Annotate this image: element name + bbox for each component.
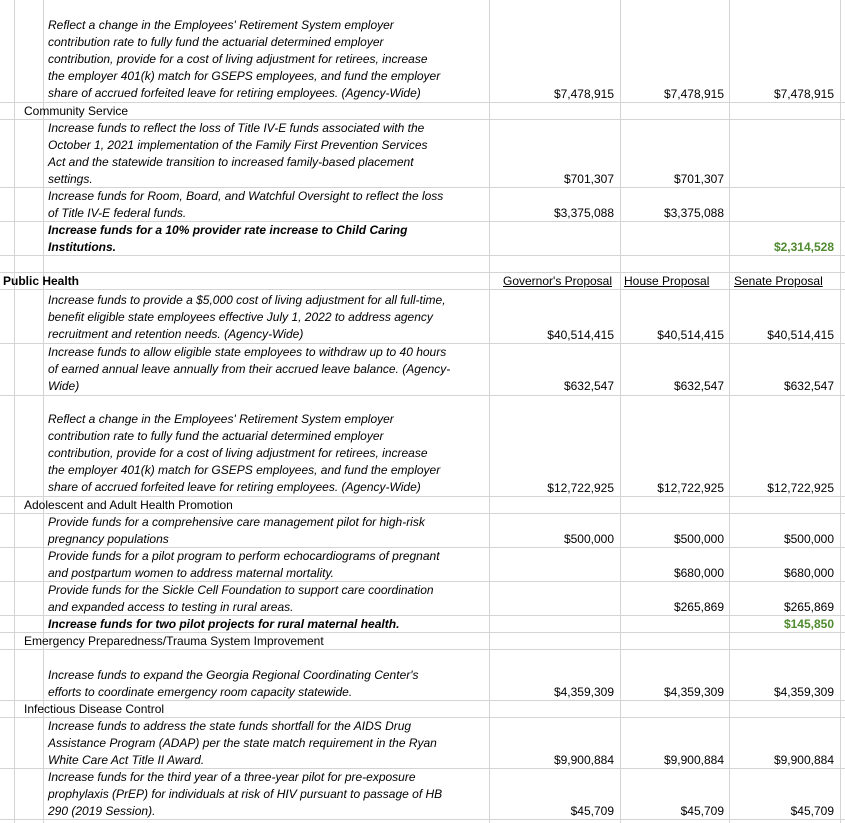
row-separator	[0, 289, 845, 290]
line-item-description: Provide funds for the Sickle Cell Foundation to support care coordination and expanded access to testing in rural areas.	[48, 583, 434, 614]
house-amount: $701,307	[673, 172, 724, 186]
senate-amount: $7,478,915	[773, 87, 834, 101]
house-amount: $9,900,884	[663, 753, 724, 767]
senate-amount: $265,869	[783, 600, 834, 614]
governor-amount: $632,547	[563, 379, 614, 393]
governor-amount: $701,307	[563, 172, 614, 186]
header-house-proposal: House Proposal	[624, 274, 710, 288]
category-infectious-disease: Infectious Disease Control	[24, 702, 165, 716]
governor-amount: $9,900,884	[553, 753, 614, 767]
senate-amount: $12,722,925	[767, 481, 834, 495]
row-separator	[0, 272, 845, 273]
category-adolescent-health: Adolescent and Adult Health Promotion	[24, 498, 233, 512]
senate-amount: $40,514,415	[767, 328, 834, 342]
line-item-description: Increase funds to expand the Georgia Regional Coordinating Center's efforts to coordinate emergency room capacity statewide.	[48, 668, 419, 699]
governor-amount: $4,359,309	[553, 685, 614, 699]
governor-amount: $500,000	[563, 532, 614, 546]
house-amount: $680,000	[673, 566, 724, 580]
line-item-description: Increase funds to allow eligible state employees to withdraw up to 40 hours of earned annual leave annually from their accrued leave balance. (Agency- Wide)	[48, 345, 451, 393]
line-item-description: Reflect a change in the Employees' Retirement System employer contribution rate to fully fund the actuarial determined employer contribution, provide for a cost of living adjustment for retirees, increase the employer 401(k) match for GSEPS employees, and fund the employer share of accrued forfeited leave for retiring employees. (Agency-Wide)	[48, 412, 441, 494]
senate-amount: $9,900,884	[773, 753, 834, 767]
line-item-description: Increase funds for Room, Board, and Watchful Oversight to reflect the loss of Title IV-E federal funds.	[48, 189, 444, 220]
house-amount: $45,709	[680, 804, 724, 818]
governor-amount: $3,375,088	[553, 206, 614, 220]
line-item-description: Increase funds for two pilot projects for rural maternal health.	[48, 617, 400, 631]
header-senate-proposal: Senate Proposal	[734, 274, 823, 288]
senate-amount: $2,314,528	[773, 240, 834, 254]
senate-amount: $632,547	[783, 379, 834, 393]
house-amount: $4,359,309	[663, 685, 724, 699]
line-item-description: Increase funds to provide a $5,000 cost of living adjustment for all full-time, benefit eligible state employees effective July 1, 2022 to address agency recruitment and retention needs. (Agency-Wide)	[48, 293, 446, 341]
line-item-description: Increase funds for the third year of a three-year pilot for pre-exposure prophylaxis (PrEP) for individuals at risk of HIV pursuant to passage of HB 290 (2019 Session).	[48, 770, 443, 818]
house-amount: $40,514,415	[657, 328, 724, 342]
category-community-service: Community Service	[24, 104, 129, 118]
line-item-description: Provide funds for a pilot program to perform echocardiograms of pregnant and postpartum women to address maternal mortality.	[48, 549, 440, 580]
senate-amount: $145,850	[783, 617, 834, 631]
house-amount: $12,722,925	[657, 481, 724, 495]
senate-amount: $45,709	[790, 804, 834, 818]
line-item-description: Increase funds to address the state funds shortfall for the AIDS Drug Assistance Program (ADAP) per the state match requirement in the Ryan White Care Act Title II Award.	[48, 719, 437, 767]
house-amount: $265,869	[673, 600, 724, 614]
category-emergency-preparedness: Emergency Preparedness/Trauma System Improvement	[24, 634, 324, 648]
line-item-description: Increase funds for a 10% provider rate increase to Child Caring Institutions.	[48, 223, 408, 254]
row-separator	[0, 395, 845, 396]
row-separator	[0, 649, 845, 650]
header-governor-proposal: Governor's Proposal	[503, 274, 613, 288]
house-amount: $7,478,915	[663, 87, 724, 101]
senate-amount: $680,000	[783, 566, 834, 580]
line-item-description: Increase funds to reflect the loss of Title IV-E funds associated with the October 1, 2021 implementation of the Family First Prevention Services Act and the statewide transition to increased family-based placement settings.	[48, 121, 428, 186]
governor-amount: $45,709	[570, 804, 614, 818]
house-amount: $500,000	[673, 532, 724, 546]
governor-amount: $7,478,915	[553, 87, 614, 101]
line-item-description: Provide funds for a comprehensive care management pilot for high-risk pregnancy populations	[48, 515, 425, 546]
section-title: Public Health	[3, 274, 80, 288]
line-item-description: Reflect a change in the Employees' Retirement System employer contribution rate to fully fund the actuarial determined employer contribution, provide for a cost of living adjustment for retirees, increase the employer 401(k) match for GSEPS employees, and fund the employer share of accrued forfeited leave for retiring employees. (Agency-Wide)	[48, 18, 441, 100]
governor-amount: $40,514,415	[547, 328, 614, 342]
governor-amount: $12,722,925	[547, 481, 614, 495]
senate-amount: $4,359,309	[773, 685, 834, 699]
house-amount: $3,375,088	[663, 206, 724, 220]
house-amount: $632,547	[673, 379, 724, 393]
senate-amount: $500,000	[783, 532, 834, 546]
